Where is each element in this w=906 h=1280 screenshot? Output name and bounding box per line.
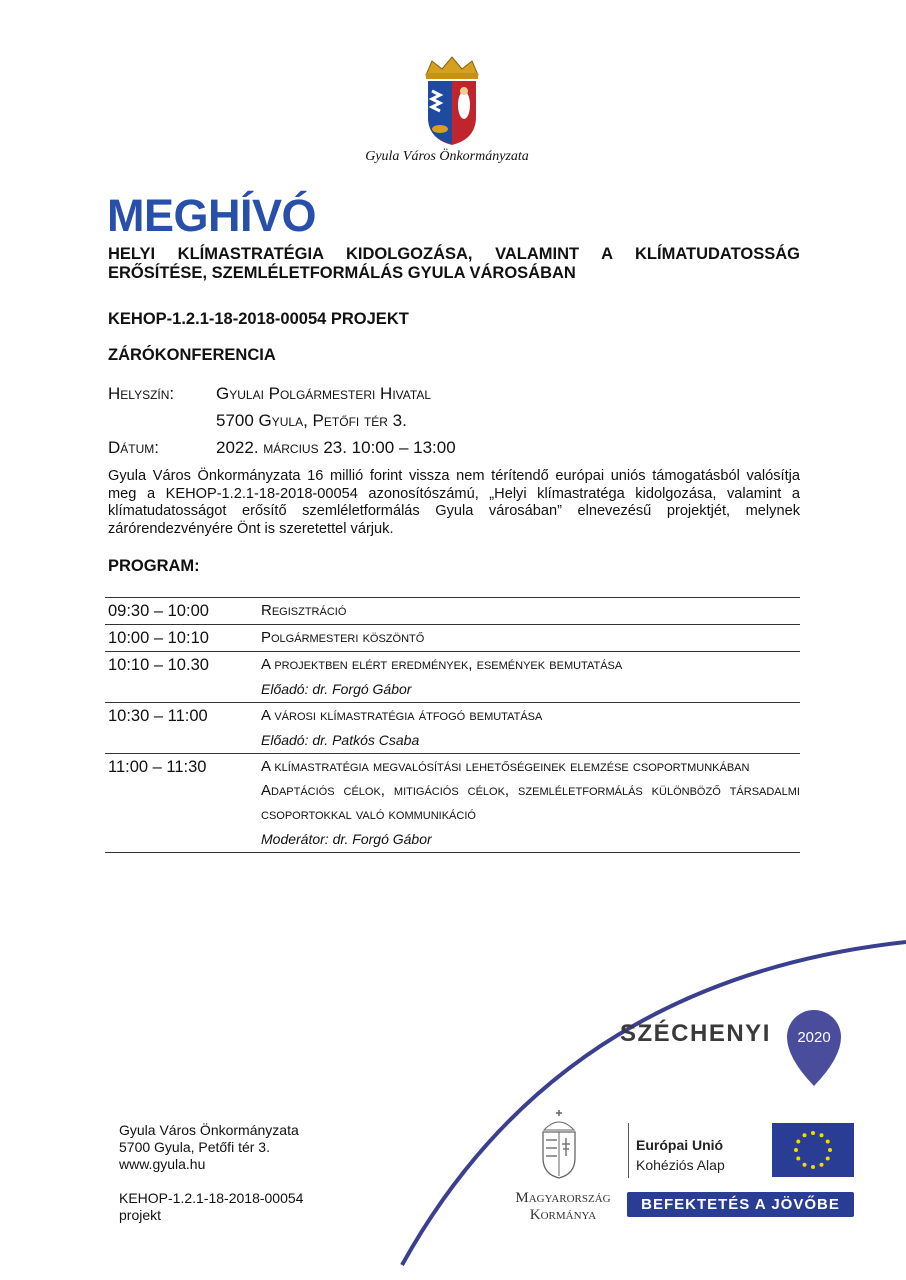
intro-paragraph: Gyula Város Önkormányzata 16 millió forint vissza nem térítendő európai uniós támogatásból valósítja meg a KEHOP-1.2.1-18-2018-00054 azonosítószámú, „Helyi klímastratéga kidolgozása, valamint a klímatudatosságot erősítő szemléletformálás Gyula városában” elnevezésű projektjét, melynek zárórendezvényére Önt is szeretettel várjuk.	[108, 468, 800, 537]
footer-contact	[119, 1122, 303, 1224]
row-title: Polgármesteri köszöntő	[261, 629, 425, 646]
row-time: 09:30 – 10:00	[108, 602, 209, 620]
date-label: Dátum:	[108, 438, 159, 457]
invest-in-future-banner: BEFEKTETÉS A JÖVŐBE	[627, 1192, 854, 1217]
subtitle: HELYI KLÍMASTRATÉGIA KIDOLGOZÁSA, VALAMINT A KLÍMATUDATOSSÁG ERŐSÍTÉSE, SZEMLÉLETFORMÁLÁS GYULA VÁROSÁBAN	[108, 245, 800, 282]
project-code: KEHOP-1.2.1-18-2018-00054 PROJEKT	[108, 310, 409, 328]
location-label: Helyszín:	[108, 384, 175, 403]
eu-star-icon	[826, 1157, 830, 1161]
table-row	[105, 652, 800, 703]
eu-fund-label	[636, 1135, 725, 1175]
row-speaker: Előadó: dr. Forgó Gábor	[261, 681, 412, 697]
table-row	[105, 754, 800, 853]
footer-project-label: projekt	[119, 1207, 162, 1223]
table-row	[105, 598, 800, 625]
szechenyi-logo-text: SZÉCHENYI	[620, 1020, 771, 1047]
footer-project-code: KEHOP-1.2.1-18-2018-00054	[119, 1190, 304, 1206]
program-table	[105, 597, 800, 853]
eu-star-icon	[794, 1148, 798, 1152]
eu-line2: Kohéziós Alap	[636, 1157, 725, 1173]
row-title: Regisztráció	[261, 602, 347, 619]
row-subtopics: Adaptációs célok, mitigációs célok, szemléletformálás különböző társadalmi csoportokkal való kommunikáció	[261, 782, 800, 823]
hungary-coat-of-arms-icon	[538, 1108, 580, 1180]
date-value: 2022. március 23. 10:00 – 13:00	[216, 438, 456, 457]
row-title: A városi klímastratégia átfogó bemutatása	[261, 707, 543, 724]
table-row	[105, 625, 800, 652]
location-row	[108, 384, 431, 404]
page-title: MEGHÍVÓ	[107, 190, 317, 241]
gyula-coat-of-arms-icon	[420, 55, 484, 147]
eu-star-icon	[826, 1140, 830, 1144]
city-caption: Gyula Város Önkormányzata	[365, 149, 529, 164]
svg-text:2020: 2020	[797, 1029, 831, 1046]
eu-line1: Európai Unió	[636, 1137, 724, 1153]
location-line1: Gyulai Polgármesteri Hivatal	[216, 384, 431, 403]
eu-star-icon	[811, 1165, 815, 1169]
eu-star-icon	[820, 1133, 824, 1137]
eu-star-icon	[803, 1133, 807, 1137]
gov-line1: Magyarország	[515, 1190, 611, 1206]
location-row-2	[108, 411, 407, 431]
eu-star-icon	[811, 1131, 815, 1135]
program-heading: PROGRAM:	[108, 557, 200, 575]
row-moderator: Moderátor: dr. Forgó Gábor	[261, 831, 432, 847]
row-time: 11:00 – 11:30	[108, 758, 207, 776]
eu-star-icon	[796, 1157, 800, 1161]
eu-star-icon	[820, 1163, 824, 1167]
location-line2: 5700 Gyula, Petőfi tér 3.	[216, 411, 407, 430]
table-row	[105, 703, 800, 754]
footer-org: Gyula Város Önkormányzata	[119, 1122, 299, 1138]
eu-flag-icon	[772, 1123, 854, 1177]
date-row	[108, 438, 456, 458]
hungarian-government-logo-text	[498, 1190, 628, 1224]
row-time: 10:10 – 10.30	[108, 656, 209, 674]
eu-star-icon	[828, 1148, 832, 1152]
eu-star-icon	[803, 1163, 807, 1167]
gov-line2: Kormánya	[529, 1207, 597, 1223]
row-speaker: Előadó: dr. Patkós Csaba	[261, 732, 420, 748]
footer-address: 5700 Gyula, Petőfi tér 3.	[119, 1139, 270, 1155]
row-time: 10:30 – 11:00	[108, 707, 208, 725]
row-title: A projektben elért eredmények, események bemutatása	[261, 656, 623, 673]
eu-star-icon	[796, 1140, 800, 1144]
row-title: A klímastratégia megvalósítási lehetőségeinek elemzése csoportmunkában	[261, 758, 750, 775]
footer-website: www.gyula.hu	[119, 1156, 206, 1172]
row-time: 10:00 – 10:10	[108, 629, 209, 647]
szechenyi-2020-pin-icon	[785, 1008, 843, 1088]
event-name: ZÁRÓKONFERENCIA	[108, 346, 276, 364]
divider	[628, 1123, 629, 1178]
